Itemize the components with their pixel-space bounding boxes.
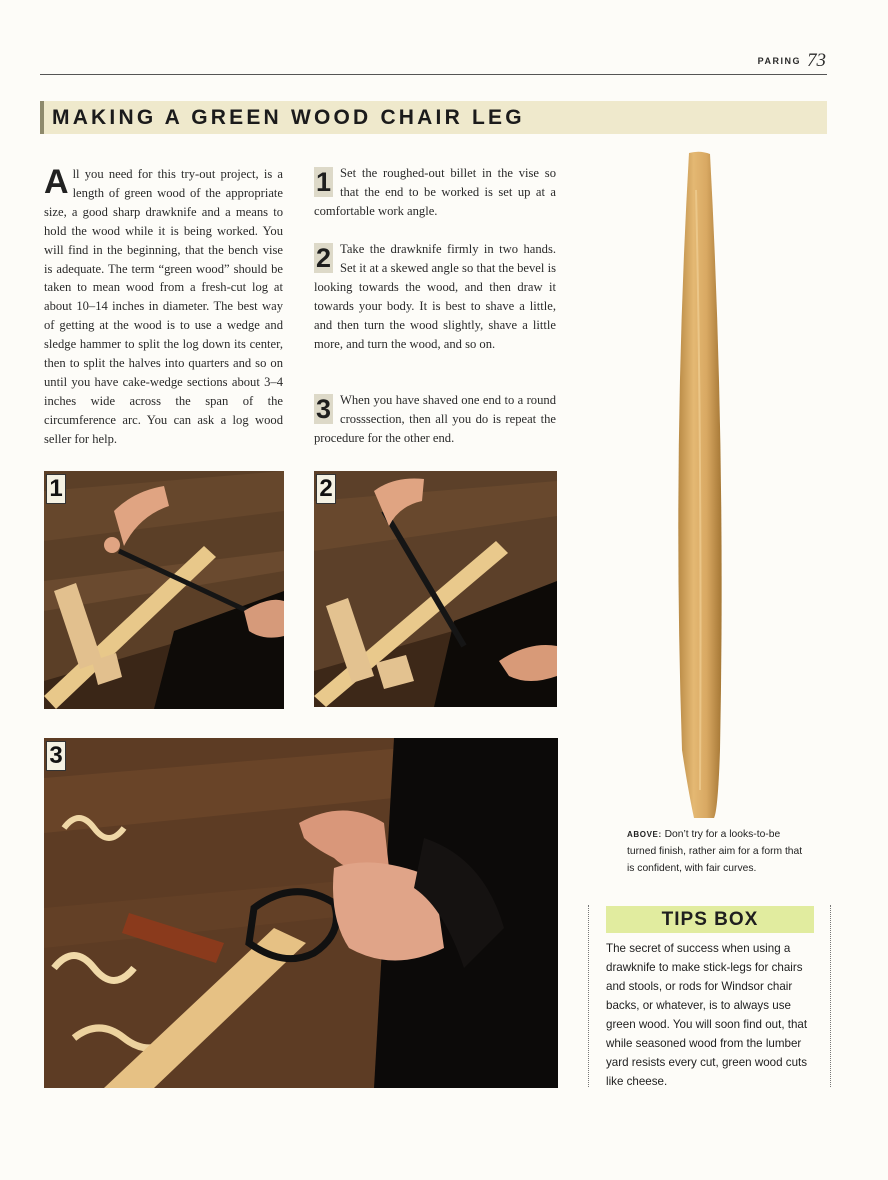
step-3: [314, 391, 556, 448]
step-text: Take the drawknife firmly in two hands. Set it at a skewed angle so that the bevel is looking towards the wood, and then draw it towards your body. It is best to shave a little, and then turn the wood slightly, shave a little more, and turn the wood, and so on.: [314, 242, 556, 351]
section-name: PARING: [757, 56, 801, 66]
step-number: 2: [315, 243, 332, 273]
page-number: 73: [807, 50, 826, 71]
caption-label: ABOVE:: [627, 830, 662, 839]
photo-badge: 2: [316, 474, 336, 504]
step-1: [314, 164, 556, 221]
photo-step-2: [314, 471, 557, 707]
tips-box-title: TIPS BOX: [606, 906, 814, 933]
photo-2-image: [314, 471, 557, 707]
header-rule: [40, 74, 827, 75]
photo-3-image: [44, 738, 558, 1088]
finished-leg-photo: [668, 150, 732, 822]
tips-box-text: The secret of success when using a drawknife to make stick-legs for chairs and stools, or rods for Windsor chair backs, or whatever, is to always use green wood. You will soon find out, that while seasoned wood from the lumber yard resists every cut, green wood cuts like cheese.: [606, 942, 808, 1088]
running-head: [758, 50, 826, 72]
photo-badge: 3: [46, 741, 66, 771]
page-title: MAKING A GREEN WOOD CHAIR LEG: [52, 106, 525, 129]
photo-step-3: [44, 738, 558, 1088]
chair-leg-image: [668, 150, 732, 822]
intro-text: ll you need for this try-out project, is a length of green wood of the appropriate size, a good sharp drawknife and a means to hold the wood while it is being worked. You will find in the beginning, that the bench vise is adequate. The term “green wood” should be taken to mean wood from a fresh-cut log at about 10–14 inches in diameter. The best way of getting at the wood is to use a wedge and sledge hammer to split the log down its center, then to split the halves into quarters and so on until you have cake-wedge sections about 3–4 inches wide across the span of the circumference arc. You can ask a log wood seller for help.: [44, 167, 283, 446]
step-text: Set the roughed-out billet in the vise so that the end to be worked is set up at a comfortable work angle.: [314, 166, 556, 218]
step-text: When you have shaved one end to a round crosssection, then all you do is repeat the procedure for the other end.: [314, 393, 556, 445]
drop-cap: A: [44, 163, 69, 201]
photo-step-1: [44, 471, 284, 709]
photo-badge: 1: [46, 474, 66, 504]
step-2: [314, 240, 556, 354]
intro-paragraph: [44, 165, 283, 449]
photo-caption: [627, 826, 807, 877]
title-band-accent: [40, 101, 44, 134]
tips-box: [588, 905, 831, 1087]
photo-1-image: [44, 471, 284, 709]
step-number: 3: [315, 394, 332, 424]
step-number: 1: [315, 167, 332, 197]
caption-text: Don’t try for a looks-to-be turned finish, rather aim for a form that is confident, with fair curves.: [627, 829, 803, 874]
title-band: [40, 101, 827, 134]
